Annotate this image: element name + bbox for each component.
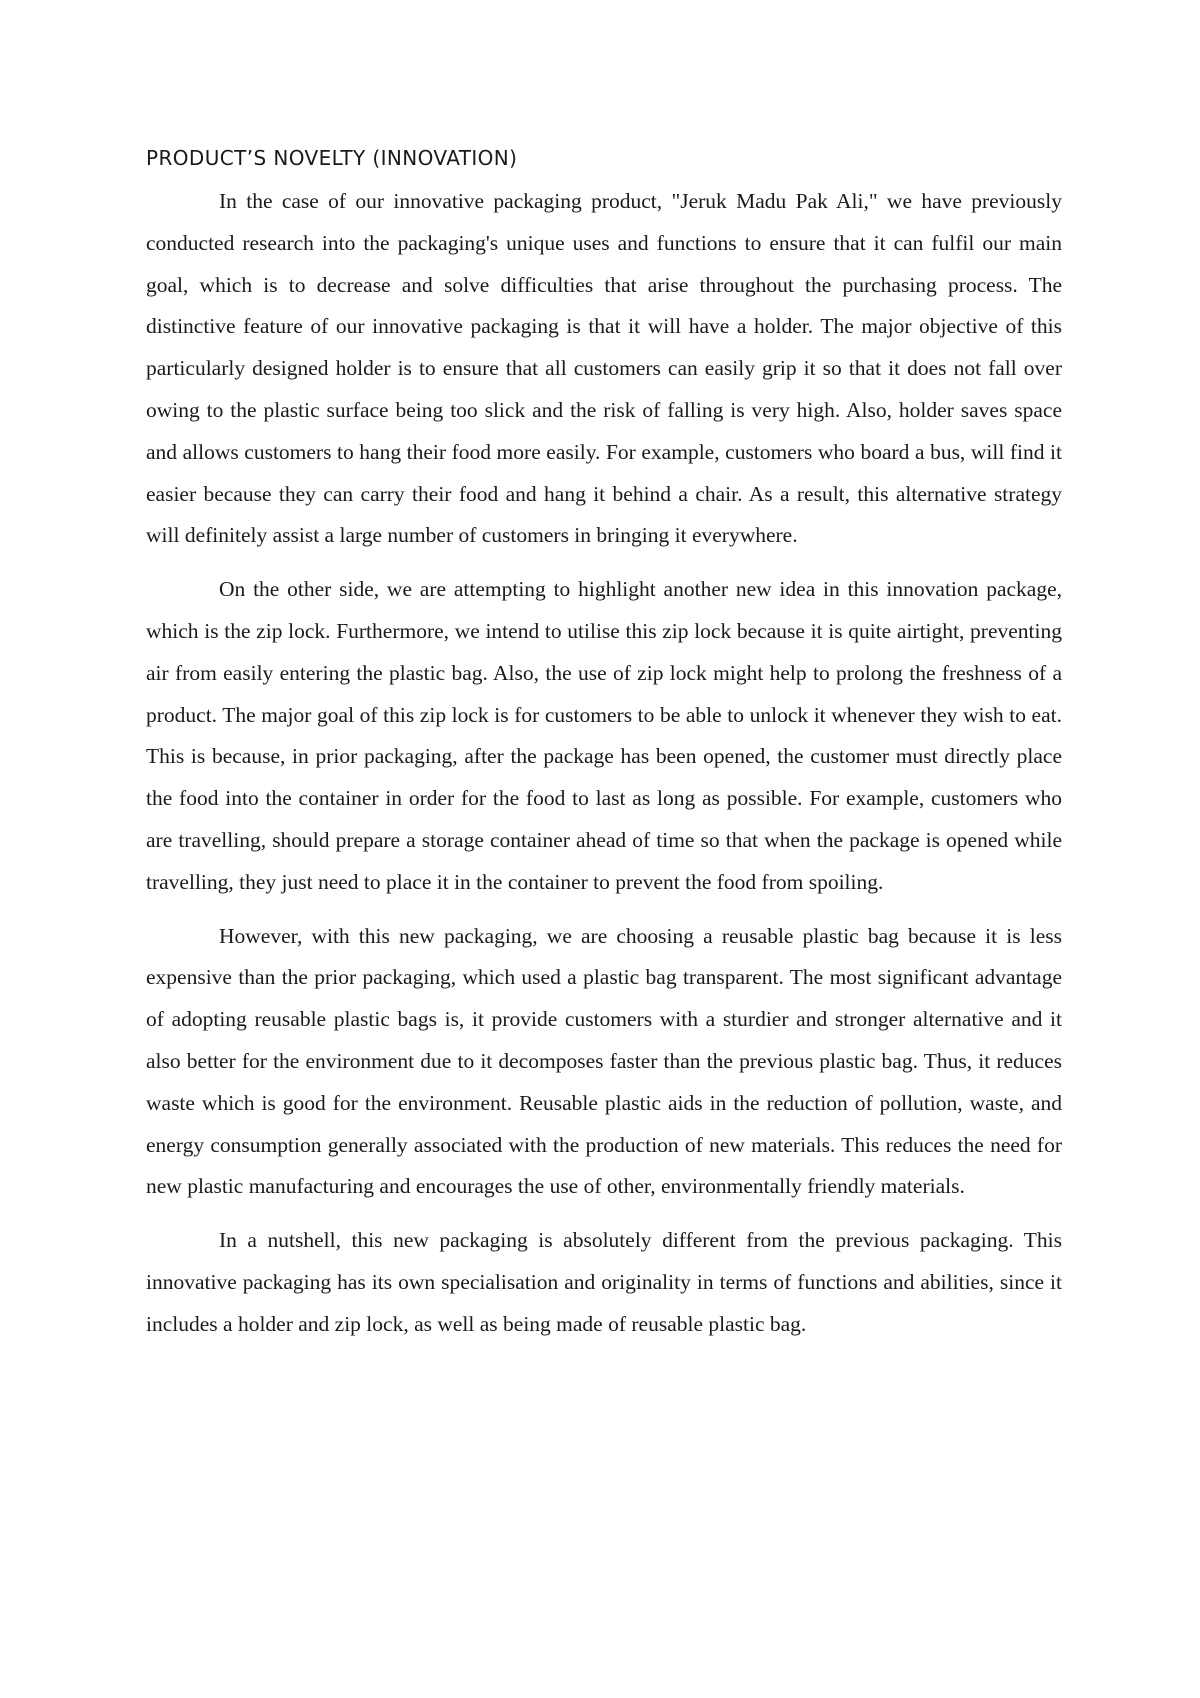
paragraph-holder: In the case of our innovative packaging product, "Jeruk Madu Pak Ali," we have previously conducted research into the packaging's unique uses and functions to ensure that it can fulfil our main goal, which is to decrease and solve difficulties that arise throughout the purchasing process. The distinctive feature of our innovative packaging is that it will have a holder. The major objective of this particularly designed holder is to ensure that all customers can easily grip it so that it does not fall over owing to the plastic surface being too slick and the risk of falling is very high. Also, holder saves space and allows customers to hang their food more easily. For example, customers who board a bus, will find it easier because they can carry their food and hang it behind a chair. As a result, this alternative strategy will definitely assist a large number of customers in bringing it everywhere.	[146, 189, 1062, 548]
document-body	[146, 143, 1062, 1358]
paragraph-zip-lock: On the other side, we are attempting to highlight another new idea in this innovation package, which is the zip lock. Furthermore, we intend to utilise this zip lock because it is quite airtight, preventing air from easily entering the plastic bag. Also, the use of zip lock might help to prolong the freshness of a product. The major goal of this zip lock is for customers to be able to unlock it whenever they wish to eat. This is because, in prior packaging, after the package has been opened, the customer must directly place the food into the container in order for the food to last as long as possible. For example, customers who are travelling, should prepare a storage container ahead of time so that when the package is opened while travelling, they just need to place it in the container to prevent the food from spoiling.	[146, 577, 1062, 894]
section-heading: PRODUCT’S NOVELTY (INNOVATION)	[146, 146, 518, 170]
paragraph-reusable-bag: However, with this new packaging, we are choosing a reusable plastic bag because it is less expensive than the prior packaging, which used a plastic bag transparent. The most significant advantage of adopting reusable plastic bags is, it provide customers with a sturdier and stronger alternative and it also better for the environment due to it decomposes faster than the previous plastic bag. Thus, it reduces waste which is good for the environment. Reusable plastic aids in the reduction of pollution, waste, and energy consumption generally associated with the production of new materials. This reduces the need for new plastic manufacturing and encourages the use of other, environmentally friendly materials.	[146, 923, 1062, 1199]
paragraph-conclusion: In a nutshell, this new packaging is absolutely different from the previous packaging. This innovative packaging has its own specialisation and originality in terms of functions and abilities, since it includes a holder and zip lock, as well as being made of reusable plastic bag.	[146, 1228, 1062, 1336]
